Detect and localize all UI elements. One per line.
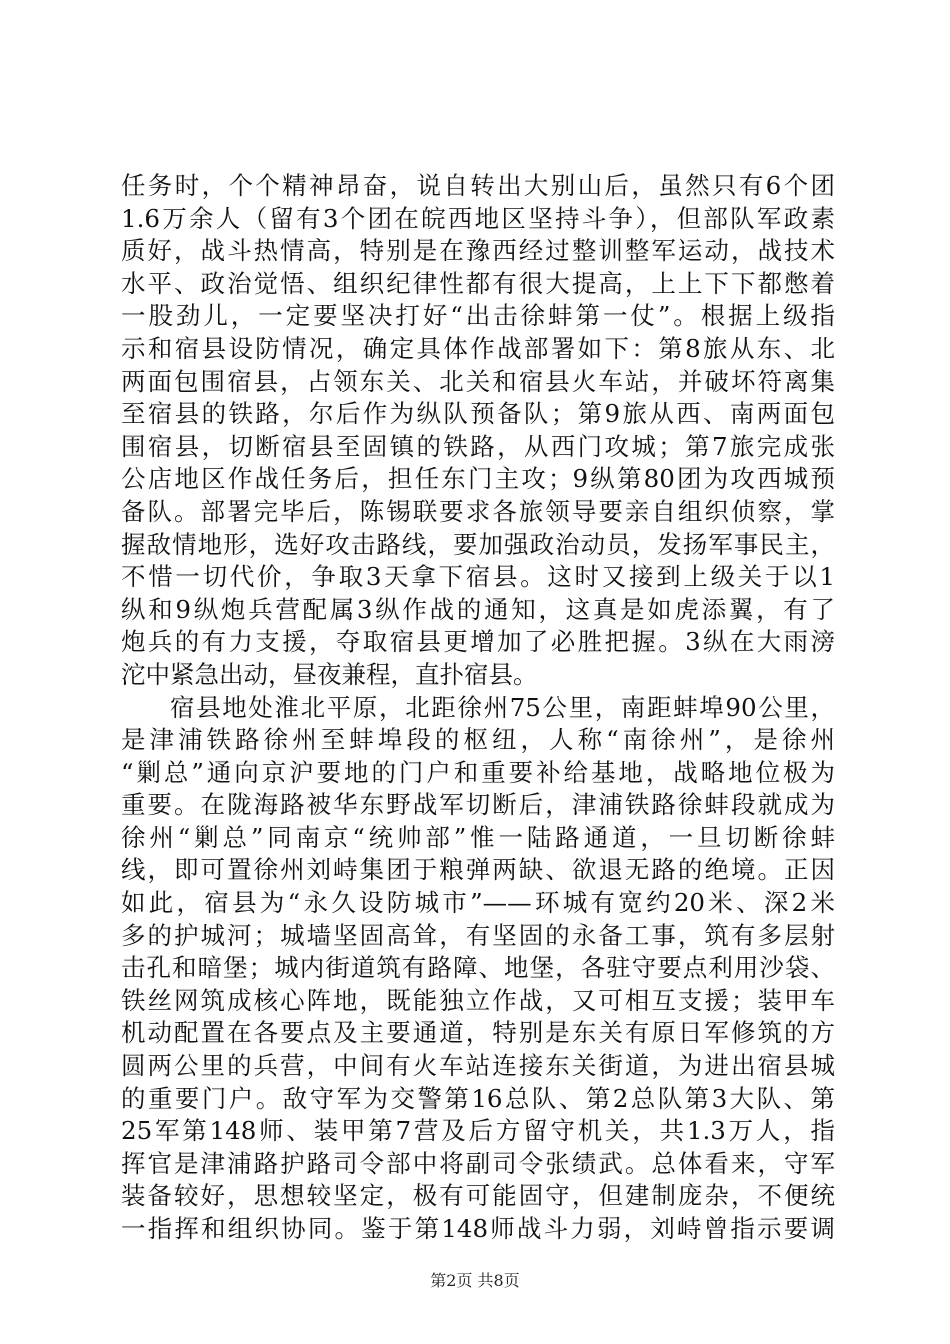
text-line: 挥官是津浦路护路司令部中将副司令张绩武。总体看来，守军 [121,1148,835,1178]
text-line: 备队。部署完毕后，陈锡联要求各旅领导要亲自组织侦察，掌 [121,496,835,526]
text-line: 是津浦铁路徐州至蚌埠段的枢纽，人称“南徐州”，是徐州 [121,725,835,755]
text-line: 1.6万余人（留有3个团在皖西地区坚持斗争），但部队军政素 [121,203,835,233]
body-text [121,170,835,1246]
text-line: 25军第148师、装甲第7营及后方留守机关，共1.3万人，指 [121,1116,835,1146]
text-line: 机动配置在各要点及主要通道，特别是东关有原日军修筑的方 [121,1018,835,1048]
text-line: 至宿县的铁路，尔后作为纵队预备队；第9旅从西、南两面包 [121,399,835,429]
text-line: 炮兵的有力支援，夺取宿县更增加了必胜把握。3纵在大雨滂 [121,627,835,657]
text-line: 围宿县，切断宿县至固镇的铁路，从西门攻城；第7旅完成张 [121,431,835,461]
text-line: 多的护城河；城墙坚固高耸，有坚固的永备工事，筑有多层射 [121,920,835,950]
text-line: 一股劲儿，一定要坚决打好“出击徐蚌第一仗”。根据上级指 [121,301,835,331]
text-line: 圆两公里的兵营，中间有火车站连接东关街道，为进出宿县城 [121,1051,835,1081]
text-line: 击孔和暗堡；城内街道筑有路障、地堡，各驻守要点利用沙袋、 [121,953,835,983]
text-line: 两面包围宿县，占领东关、北关和宿县火车站，并破坏符离集 [121,366,835,396]
text-line: 装备较好，思想较坚定，极有可能固守，但建制庞杂，不便统 [121,1181,835,1211]
text-line: 如此，宿县为“永久设防城市”——环城有宽约20米、深2米 [121,888,835,918]
text-line: 示和宿县设防情况，确定具体作战部署如下：第8旅从东、北 [121,333,835,363]
text-line: 徐州“剿总”同南京“统帅部”惟一陆路通道，一旦切断徐蚌 [121,822,835,852]
paragraph [121,692,835,1246]
text-line: 重要。在陇海路被华东野战军切断后，津浦铁路徐蚌段就成为 [121,790,835,820]
paragraph [121,170,835,692]
text-line: 不惜一切代价，争取3天拿下宿县。这时又接到上级关于以1 [121,562,835,592]
text-line: 公店地区作战任务后，担任东门主攻；9纵第80团为攻西城预 [121,464,835,494]
text-line: 握敌情地形，选好攻击路线，要加强政治动员，发扬军事民主， [121,529,835,559]
text-line: 的重要门户。敌守军为交警第16总队、第2总队第3大队、第 [121,1083,835,1113]
page-footer: 第2页 共8页 [430,1271,520,1290]
text-line: “剿总”通向京沪要地的门户和重要补给基地，战略地位极为 [121,757,835,787]
text-line: 纵和9纵炮兵营配属3纵作战的通知，这真是如虎添翼，有了 [121,594,835,624]
text-line: 宿县地处淮北平原，北距徐州75公里，南距蚌埠90公里， [170,692,835,722]
text-line: 铁丝网筑成核心阵地，既能独立作战，又可相互支援；装甲车 [121,985,835,1015]
text-line: 任务时，个个精神昂奋，说自转出大别山后，虽然只有6个团 [121,171,835,200]
text-line: 线，即可置徐州刘峙集团于粮弹两缺、欲退无路的绝境。正因 [121,855,835,885]
text-line: 质好，战斗热情高，特别是在豫西经过整训整军运动，战技术 [121,236,835,266]
text-line: 沱中紧急出动，昼夜兼程，直扑宿县。 [121,659,538,689]
text-line: 一指挥和组织协同。鉴于第148师战斗力弱，刘峙曾指示要调 [121,1214,835,1243]
text-line: 水平、政治觉悟、组织纪律性都有很大提高，上上下下都憋着 [121,268,835,298]
